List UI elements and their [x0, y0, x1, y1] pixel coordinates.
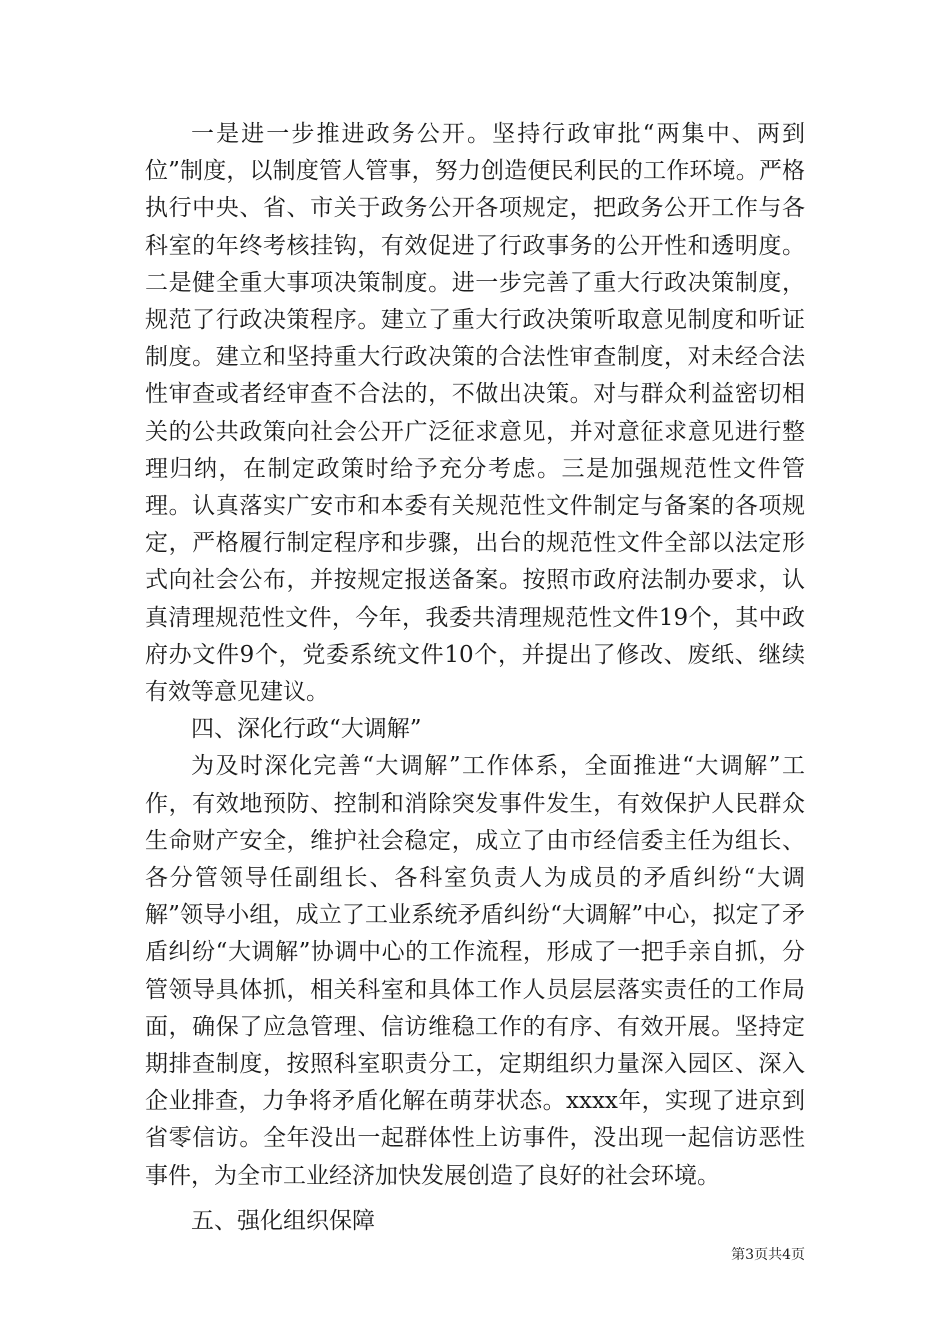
page-number-footer: 第3页共4页	[731, 1247, 805, 1263]
paragraph-mediation: 为及时深化完善“大调解”工作体系，全面推进“大调解”工作，有效地预防、控制和消除突发事件发生，有效保护人民群众生命财产安全，维护社会稳定，成立了由市经信委主任为组长、各分管领导任副组长、各科室负责人为成员的矛盾纠纷“大调解”领导小组，成立了工业系统矛盾纠纷“大调解”中心，拟定了矛盾纠纷“大调解”协调中心的工作流程，形成了一把手亲自抓，分管领导具体抓，相关科室和具体工作人员层层落实责任的工作局面，确保了应急管理、信访维稳工作的有序、有效开展。坚持定期排查制度，按照科室职责分工，定期组织力量深入园区、深入企业排查，力争将矛盾化解在萌芽状态。xxxx年，实现了进京到省零信访。全年没出一起群体性上访事件，没出现一起信访恶性事件，为全市工业经济加快发展创造了良好的社会环境。	[145, 753, 805, 1189]
section-heading-mediation: 四、深化行政“大调解”	[191, 716, 422, 743]
paragraph-government-affairs: 一是进一步推进政务公开。坚持行政审批“两集中、两到位”制度，以制度管人管事，努力创造便民利民的工作环境。严格执行中央、省、市关于政务公开各项规定，把政务公开工作与各科室的年终考核挂钩，有效促进了行政事务的公开性和透明度。二是健全重大事项决策制度。进一步完善了重大行政决策制度，规范了行政决策程序。建立了重大行政决策听取意见制度和听证制度。建立和坚持重大行政决策的合法性审查制度，对未经合法性审查或者经审查不合法的，不做出决策。对与群众利益密切相关的公共政策向社会公开广泛征求意见，并对意征求意见进行整理归纳，在制定政策时给予充分考虑。三是加强规范性文件管理。认真落实广安市和本委有关规范性文件制定与备案的各项规定，严格履行制定程序和步骤，出台的规范性文件全部以法定形式向社会公布，并按规定报送备案。按照市政府法制办要求，认真清理规范性文件，今年，我委共清理规范性文件19个，其中政府办文件9个，党委系统文件10个，并提出了修改、废纸、继续有效等意见建议。	[145, 121, 805, 706]
section-heading-organization: 五、强化组织保障	[191, 1207, 375, 1234]
document-body	[145, 116, 805, 1240]
